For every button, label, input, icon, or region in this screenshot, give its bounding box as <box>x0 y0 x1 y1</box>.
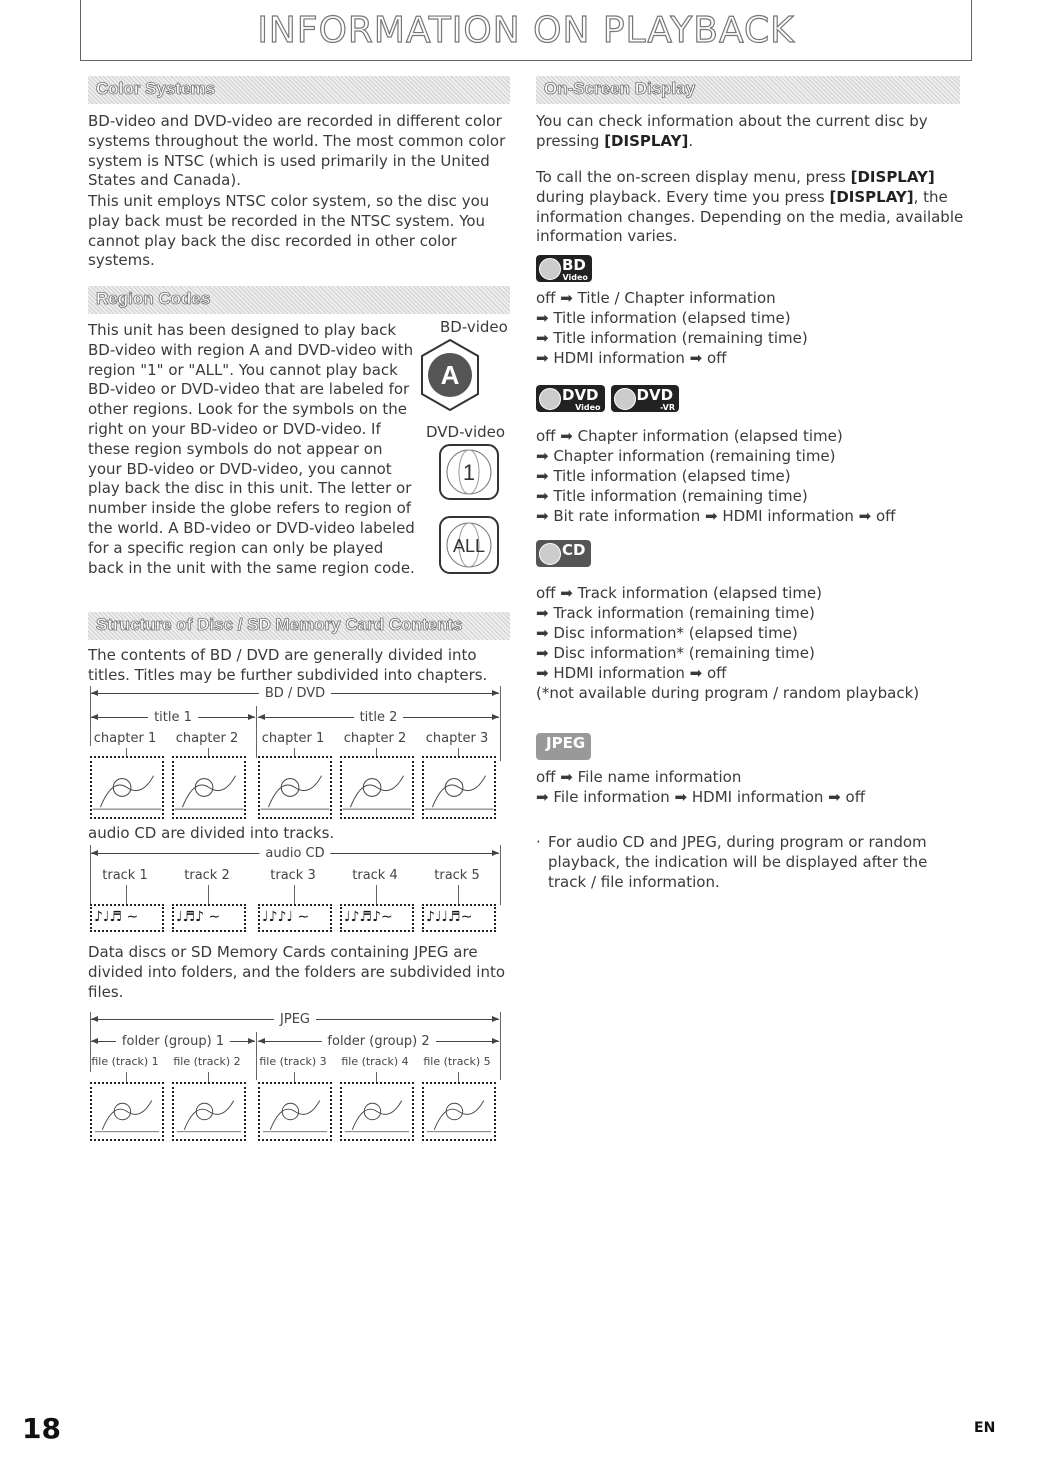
display-sequence-line: ➡ Title information (remaining time) <box>536 329 808 347</box>
chapter-thumbnail <box>258 756 332 819</box>
chapter-label: chapter 2 <box>175 731 239 746</box>
title-1-span <box>91 709 255 725</box>
display-sequence-line: ➡ HDMI information ➡ off <box>536 349 727 367</box>
section-heading-structure <box>88 612 510 640</box>
music-notes-icon: ♩♪♬♪∼ <box>344 909 393 925</box>
bd-dvd-label: BD / DVD <box>259 686 331 701</box>
dvd-region-symbol: ALL <box>452 536 486 556</box>
page-header <box>80 0 972 61</box>
folder-2-span <box>258 1033 499 1049</box>
music-notes-icon: ♩♪♪♩ ∼ <box>262 909 310 925</box>
folder-label: folder (group) 1 <box>116 1034 230 1049</box>
track-label: track 3 <box>270 868 316 883</box>
file-label: file (track) 5 <box>423 1055 491 1068</box>
dvd-region-all-emblem <box>438 515 500 575</box>
display-sequence-line: off ➡ Track information (elapsed time) <box>536 584 823 602</box>
track-thumbnail <box>90 904 164 932</box>
jpeg-structure-diagram <box>90 1012 502 1142</box>
chapter-thumbnail <box>340 756 414 819</box>
bd-display-sequence <box>536 288 808 368</box>
cd-intro: audio CD are divided into tracks. <box>88 824 335 842</box>
chapter-thumbnail <box>172 756 246 819</box>
display-sequence-line: off ➡ Chapter information (elapsed time) <box>536 427 843 445</box>
chapter-label: chapter 2 <box>343 731 407 746</box>
display-sequence-line: off ➡ File name information <box>536 768 742 786</box>
title-label: title 1 <box>148 710 198 725</box>
dvd-region-symbol: 1 <box>462 460 476 485</box>
display-sequence-line: ➡ Bit rate information ➡ HDMI information ➡ off <box>536 507 896 525</box>
dvd-region-1-emblem <box>438 443 500 501</box>
music-notes-icon: ♪♩♬ ∼ <box>94 909 139 925</box>
display-sequence-line: ➡ Title information (elapsed time) <box>536 309 791 327</box>
file-label: file (track) 4 <box>341 1055 409 1068</box>
heading-text: Color Systems <box>96 79 216 98</box>
page-title: INFORMATION ON PLAYBACK <box>257 10 795 51</box>
bd-region-a-emblem <box>420 338 480 412</box>
chapter-label: chapter 3 <box>425 731 489 746</box>
file-label: file (track) 3 <box>259 1055 327 1068</box>
display-sequence-line: ➡ File information ➡ HDMI information ➡ off <box>536 788 866 806</box>
cd-display-sequence <box>536 583 919 703</box>
page-number: 18 <box>22 1412 61 1445</box>
chapter-thumbnail <box>90 756 164 819</box>
audio-cd-span <box>91 845 499 861</box>
track-label: track 4 <box>352 868 398 883</box>
track-thumbnail <box>258 904 332 932</box>
jpeg-intro: Data discs or SD Memory Cards containing JPEG are divided into folders, and the folders are subdivided into files. <box>88 943 506 1001</box>
display-sequence-line: ➡ Track information (remaining time) <box>536 604 815 622</box>
file-label: file (track) 2 <box>173 1055 241 1068</box>
display-sequence-line: ➡ HDMI information ➡ off <box>536 664 727 682</box>
section-heading-color-systems <box>88 76 510 104</box>
dvd-badges <box>536 385 685 412</box>
bd-dvd-span <box>91 685 499 701</box>
bd-video-label: BD-video <box>440 318 508 336</box>
region-codes-para: This unit has been designed to play back BD-video with region A and DVD-video with region "1" or "ALL". You cannot play back BD-video or DVD-video that are labeled for other regions. Look for the symbols on the right on your BD-video or DVD-video. If these region symbols do not appear on your BD-video or DVD-video, you cannot play back the disc in this unit. The letter or number inside the globe refers to region of the world. A BD-video or DVD-video labeled for a specific region can only be played back in the unit with the same region code. <box>88 321 415 577</box>
display-sequence-line: ➡ Chapter information (remaining time) <box>536 447 836 465</box>
title-label: title 2 <box>354 710 404 725</box>
chapter-label: chapter 1 <box>261 731 325 746</box>
file-thumbnail <box>90 1082 164 1141</box>
track-label: track 1 <box>102 868 148 883</box>
heading-text: On-Screen Display <box>544 79 696 98</box>
display-sequence-line: ➡ Title information (remaining time) <box>536 487 808 505</box>
track-thumbnail <box>340 904 414 932</box>
jpeg-badge: JPEG <box>536 733 597 760</box>
dvd-video-label: DVD-video <box>426 423 506 441</box>
file-thumbnail <box>172 1082 246 1141</box>
file-thumbnail <box>422 1082 496 1141</box>
cd-badge: CD <box>536 540 597 567</box>
music-notes-icon: ♩♬♪ ∼ <box>176 909 221 925</box>
track-label: track 2 <box>184 868 230 883</box>
dvd-video-badge: DVD Video <box>536 385 605 412</box>
jpeg-span <box>91 1011 499 1027</box>
display-sequence-line: off ➡ Title / Chapter information <box>536 289 776 307</box>
heading-text: Region Codes <box>96 289 211 308</box>
structure-intro: The contents of BD / DVD are generally divided into titles. Titles may be further subdivided into chapters. <box>88 646 488 684</box>
language-label: EN <box>974 1420 996 1436</box>
track-label: track 5 <box>434 868 480 883</box>
file-label: file (track) 1 <box>91 1055 159 1068</box>
color-systems-para2: This unit employs NTSC color system, so the disc you play back must be recorded in the NTSC system. You cannot play back the disc recorded in other color systems. <box>88 192 490 270</box>
track-thumbnail <box>422 904 496 932</box>
audio-cd-label: audio CD <box>259 846 330 861</box>
bd-dvd-structure-diagram <box>90 686 502 821</box>
chapter-label: chapter 1 <box>93 731 157 746</box>
jpeg-display-sequence <box>536 767 865 807</box>
bd-video-badge: BD Video <box>536 255 598 282</box>
folder-label: folder (group) 2 <box>321 1034 435 1049</box>
osd-note: · For audio CD and JPEG, during program or random playback, the indication will be displayed after the track / file information. <box>536 833 928 891</box>
title-2-span <box>258 709 499 725</box>
file-thumbnail <box>258 1082 332 1141</box>
color-systems-para1: BD-video and DVD-video are recorded in different color systems throughout the world. The most common color system is NTSC (which is used primarily in the United States and Canada). <box>88 112 506 190</box>
osd-para1: You can check information about the current disc by pressing [DISPLAY]. <box>536 112 928 150</box>
display-sequence-line: (*not available during program / random playback) <box>536 684 920 702</box>
dvd-vr-badge: DVD -VR <box>611 385 680 412</box>
chapter-thumbnail <box>422 756 496 819</box>
bd-region-symbol: A <box>440 360 460 390</box>
osd-para2: To call the on-screen display menu, press [DISPLAY] during playback. Every time you press [DISPLAY], the information changes. Depending on the media, available information varies. <box>536 168 964 246</box>
jpeg-label: JPEG <box>274 1012 316 1027</box>
audio-cd-structure-diagram <box>90 845 502 937</box>
display-sequence-line: ➡ Title information (elapsed time) <box>536 467 791 485</box>
heading-text: Structure of Disc / SD Memory Card Contents <box>96 615 463 634</box>
music-notes-icon: ♪♩♩♬∼ <box>426 909 473 925</box>
folder-1-span <box>91 1033 255 1049</box>
track-thumbnail <box>172 904 246 932</box>
display-sequence-line: ➡ Disc information* (remaining time) <box>536 644 815 662</box>
section-heading-on-screen-display <box>536 76 960 104</box>
dvd-display-sequence <box>536 426 896 526</box>
file-thumbnail <box>340 1082 414 1141</box>
section-heading-region-codes <box>88 286 510 314</box>
display-sequence-line: ➡ Disc information* (elapsed time) <box>536 624 798 642</box>
